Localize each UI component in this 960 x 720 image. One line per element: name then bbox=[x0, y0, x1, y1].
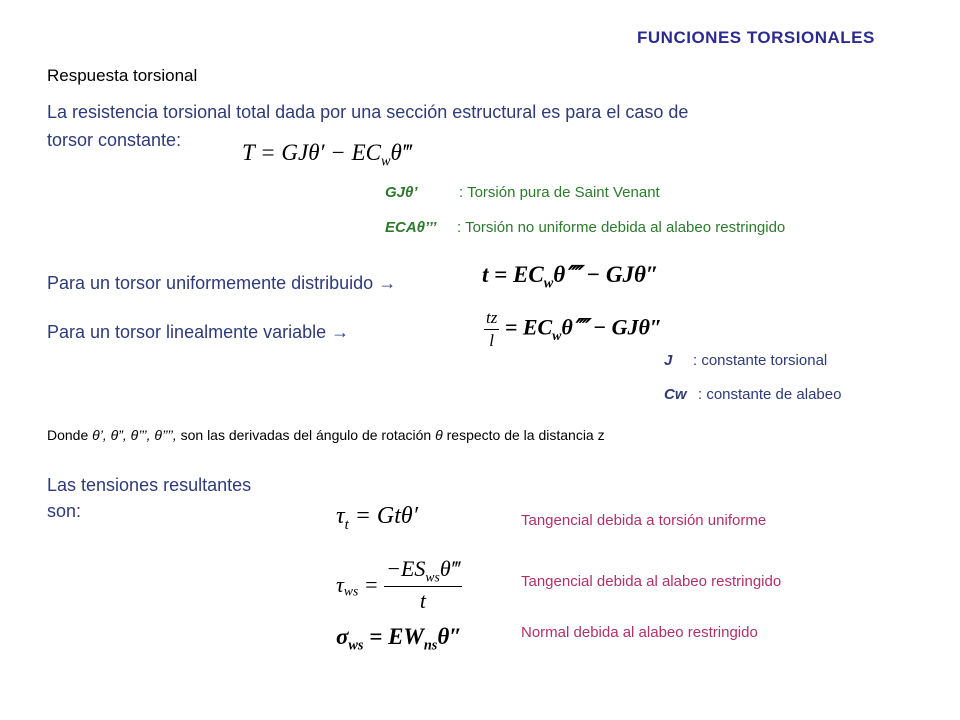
eca-description: : Torsión no uniforme debida al alabeo restringido bbox=[457, 219, 786, 236]
derivatives-middle: son las derivadas del ángulo de rotación bbox=[180, 427, 432, 443]
formula-constant-tail: θ‴ bbox=[390, 140, 412, 165]
formula-uniform-tail: θ⁗ − GJθ″ bbox=[553, 262, 659, 287]
formula-constant-main: T = GJθ′ − EC bbox=[242, 140, 381, 165]
formula-tau-ws-num-main: −ES bbox=[386, 556, 426, 581]
formula-linear-numerator: tz bbox=[484, 308, 499, 330]
arrow-right-icon: → bbox=[378, 273, 397, 293]
intro-line-1: La resistencia torsional total dada por una sección estructural es para el caso de bbox=[47, 102, 689, 122]
formula-uniform-torque bbox=[482, 262, 659, 293]
derivatives-note bbox=[47, 427, 605, 443]
formula-linear-fraction bbox=[484, 308, 499, 351]
case-uniform-text: Para un torsor uniformemente distribuido bbox=[47, 273, 374, 293]
formula-tau-t-rhs: = Gtθ′ bbox=[354, 503, 418, 529]
derivatives-symbols: θ’, θ”, θ’’’, θ’’’’, bbox=[92, 427, 177, 443]
case-linear-text: Para un torsor linealmente variable bbox=[47, 322, 327, 342]
derivatives-suffix: respecto de la distancia z bbox=[446, 427, 605, 443]
formula-tau-ws-denominator: t bbox=[419, 588, 427, 614]
formula-tau-ws-sub: ws bbox=[343, 583, 359, 599]
derivatives-prefix: Donde bbox=[47, 427, 89, 443]
formula-uniform-main: t = EC bbox=[482, 262, 544, 287]
formula-tau-ws-fraction bbox=[384, 556, 462, 614]
formula-tau-t-symbol: τ bbox=[336, 503, 345, 529]
formula-linear-rhs: = EC bbox=[504, 314, 553, 340]
formula-tau-ws-numerator bbox=[384, 556, 462, 587]
formula-linear-tail: θ⁗ − GJθ″ bbox=[561, 314, 663, 340]
arrow-right-icon: → bbox=[331, 322, 350, 342]
formula-sigma-ws-tail: θ″ bbox=[437, 624, 462, 649]
stress-label-normal-warping: Normal debida al alabeo restringido bbox=[521, 624, 758, 641]
formula-linear-torque bbox=[484, 308, 662, 351]
j-term: J bbox=[664, 352, 673, 369]
formula-sigma-ws-rhs-sub: ns bbox=[423, 637, 438, 654]
stresses-heading-line-2: son: bbox=[47, 501, 82, 521]
formula-sigma-ws bbox=[336, 624, 462, 655]
formula-constant-torque bbox=[242, 140, 411, 171]
case-uniform-label bbox=[47, 273, 396, 294]
section-heading: Respuesta torsional bbox=[47, 66, 198, 85]
cw-term: Cw bbox=[664, 386, 687, 403]
formula-sigma-ws-symbol: σ bbox=[336, 624, 349, 649]
cw-description: : constante de alabeo bbox=[698, 386, 842, 403]
stress-label-tangential-uniform: Tangencial debida a torsión uniforme bbox=[521, 512, 767, 529]
gj-term: GJθ’ bbox=[385, 184, 418, 201]
derivatives-theta: θ bbox=[435, 427, 443, 443]
stress-label-tangential-warping: Tangencial debida al alabeo restringido bbox=[521, 573, 782, 590]
gj-description: : Torsión pura de Saint Venant bbox=[459, 184, 660, 201]
j-description: : constante torsional bbox=[693, 352, 828, 369]
formula-linear-denominator: l bbox=[489, 331, 495, 350]
formula-tau-ws-num-sub: ws bbox=[425, 569, 440, 585]
formula-tau-t-sub: t bbox=[344, 516, 349, 533]
formula-tau-ws-symbol: τ bbox=[336, 572, 344, 598]
formula-tau-t bbox=[336, 503, 418, 534]
formula-constant-sub: w bbox=[380, 153, 391, 170]
formula-linear-sub: w bbox=[552, 327, 562, 343]
case-linear-label bbox=[47, 322, 349, 343]
formula-sigma-ws-sub: ws bbox=[348, 637, 364, 654]
page-title: FUNCIONES TORSIONALES bbox=[637, 28, 875, 47]
formula-tau-ws: $\tau_{ws}$ = $\frac{-ES_{ws}\theta‴}{t}$ bbox=[336, 556, 460, 614]
intro-line-2: torsor constante: bbox=[47, 130, 182, 150]
formula-uniform-sub: w bbox=[543, 275, 554, 292]
eca-term: ECAθ’’’ bbox=[385, 219, 437, 236]
formula-sigma-ws-rhs: = EW bbox=[369, 624, 424, 649]
stresses-heading-line-1: Las tensiones resultantes bbox=[47, 475, 252, 495]
formula-tau-ws-num-tail: θ‴ bbox=[439, 556, 460, 581]
